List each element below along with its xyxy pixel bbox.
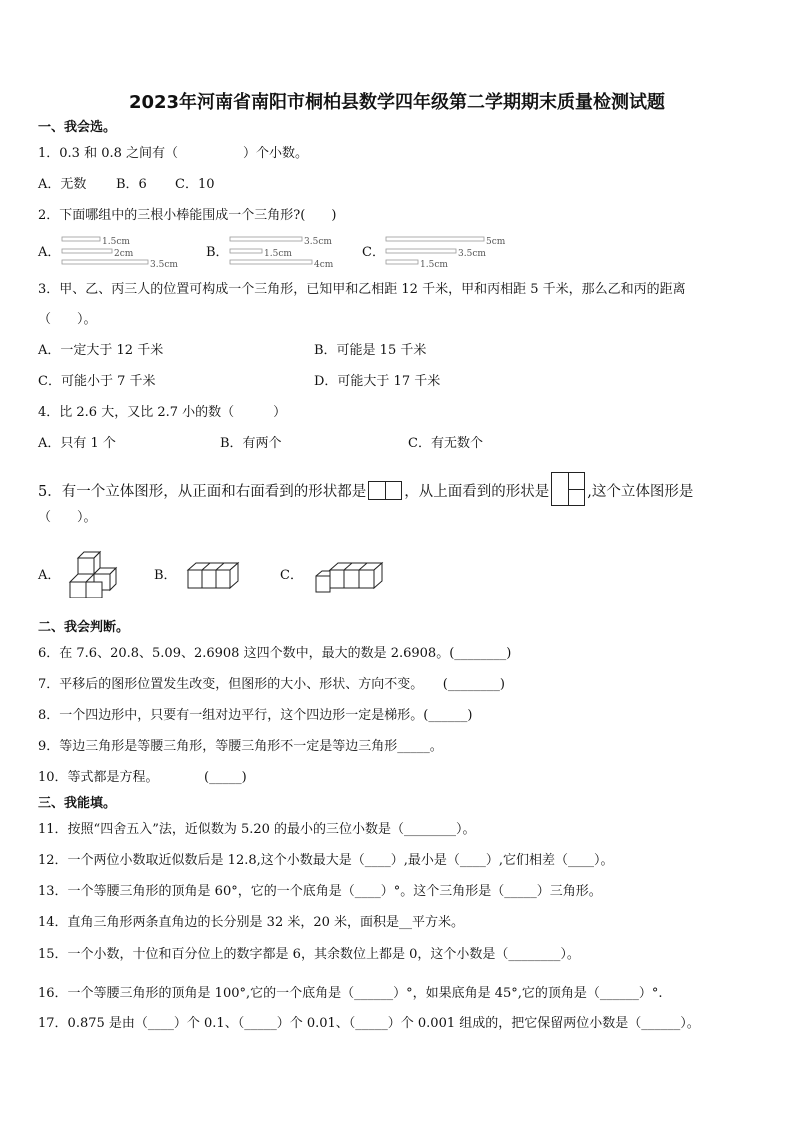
stick-b3 <box>230 260 312 264</box>
section-2-heading: 二、我会判断。 <box>38 620 130 635</box>
q5-text-end: ,这个立体图形是 <box>587 484 694 500</box>
q3-option-d: D．可能大于 17 千米 <box>314 374 441 389</box>
q5-text-top: ，从上面看到的形状是 <box>404 484 550 500</box>
q2-option-a: A． <box>38 245 61 260</box>
question-3-cont: （ ）。 <box>38 312 97 327</box>
q2-option-b: B． <box>206 245 229 260</box>
stick-a3 <box>62 260 148 264</box>
q3-option-a: A．一定大于 12 千米 <box>38 343 164 358</box>
stick-a1-label: 1.5cm <box>102 237 130 247</box>
question-17: 17．0.875 是由（____）个 0.1、（_____）个 0.01、（_____）个 0.001 组成的，把它保留两位小数是（______）。 <box>38 1016 700 1031</box>
q4-option-b: B．有两个 <box>220 436 282 451</box>
stick-a2-label: 2cm <box>114 249 134 259</box>
stick-b1 <box>230 237 302 241</box>
question-13: 13．一个等腰三角形的顶角是 60°，它的一个底角是（____）°。这个三角形是（_____）三角形。 <box>38 884 602 899</box>
top-view-shape <box>551 472 585 506</box>
q5-option-a: A． <box>38 568 61 583</box>
q5-figure-b <box>186 560 242 592</box>
question-14: 14．直角三角形两条直角边的长分别是 32 米，20 米，面积是__平方米。 <box>38 915 465 930</box>
question-6: 6．在 7.6、20.8、5.09、2.6908 这四个数中，最大的数是 2.6908。(________) <box>38 646 512 661</box>
front-view-shape <box>368 481 402 500</box>
q1-option-c: C．10 <box>175 177 215 192</box>
q5-figure-c <box>312 560 384 594</box>
q5-text-front: 5．有一个立体图形，从正面和右面看到的形状都是 <box>38 484 367 500</box>
stick-b2-label: 1.5cm <box>264 249 292 259</box>
question-5 <box>38 472 693 506</box>
q2-sticks-b-figure <box>228 234 348 270</box>
q5-figure-a <box>64 546 128 598</box>
stick-a3-label: 3.5cm <box>150 260 178 270</box>
q2-sticks-a-figure <box>60 234 190 270</box>
q2-option-c: C． <box>362 245 385 260</box>
page-title: 2023年河南省南阳市桐柏县数学四年级第二学期期末质量检测试题 <box>128 92 666 113</box>
question-3: 3．甲、乙、丙三人的位置可构成一个三角形，已知甲和乙相距 12 千米，甲和丙相距 5 千米，那么乙和丙的距离 <box>38 282 686 297</box>
q2-sticks-c-figure <box>384 234 524 270</box>
stick-b2 <box>230 249 262 253</box>
stick-a2 <box>62 249 112 253</box>
q1-option-b: B．6 <box>116 177 147 192</box>
question-7: 7．平移后的图形位置发生改变，但图形的大小、形状、方向不变。 (________) <box>38 677 505 692</box>
question-4: 4．比 2.6 大，又比 2.7 小的数（ ） <box>38 405 287 420</box>
question-10: 10．等式都是方程。 (_____) <box>38 770 247 785</box>
q3-option-c: C．可能小于 7 千米 <box>38 374 156 389</box>
question-5-cont: （ ）。 <box>38 510 97 525</box>
stick-c3-label: 1.5cm <box>420 260 448 270</box>
q4-option-a: A．只有 1 个 <box>38 436 116 451</box>
q5-option-b: B． <box>154 568 177 583</box>
question-12: 12．一个两位小数取近似数后是 12.8,这个小数最大是（____）,最小是（____）,它们相差（____）。 <box>38 853 614 868</box>
stick-c1 <box>386 237 484 241</box>
stick-c3 <box>386 260 418 264</box>
stick-b1-label: 3.5cm <box>304 237 332 247</box>
question-2: 2．下面哪组中的三根小棒能围成一个三角形?( ) <box>38 208 337 223</box>
stick-a1 <box>62 237 100 241</box>
q3-option-b: B．可能是 15 千米 <box>314 343 427 358</box>
q1-option-a: A．无数 <box>38 177 87 192</box>
question-9: 9．等边三角形是等腰三角形，等腰三角形不一定是等边三角形_____。 <box>38 739 443 754</box>
q4-option-c: C．有无数个 <box>408 436 483 451</box>
section-1-heading: 一、我会选。 <box>38 120 117 135</box>
section-3-heading: 三、我能填。 <box>38 796 117 811</box>
question-11: 11．按照“四舍五入”法，近似数为 5.20 的最小的三位小数是（________）。 <box>38 822 476 837</box>
question-16: 16．一个等腰三角形的顶角是 100°,它的一个底角是（______）°，如果底角是 45°,它的顶角是（______）°. <box>38 986 663 1001</box>
question-15: 15．一个小数，十位和百分位上的数字都是 6，其余数位上都是 0，这个小数是（________）。 <box>38 947 580 962</box>
q5-option-c: C． <box>280 568 303 583</box>
stick-c2-label: 3.5cm <box>458 249 486 259</box>
question-1: 1．0.3 和 0.8 之间有（ ）个小数。 <box>38 146 309 161</box>
stick-b3-label: 4cm <box>314 260 334 270</box>
stick-c1-label: 5cm <box>486 237 506 247</box>
question-8: 8．一个四边形中，只要有一组对边平行，这个四边形一定是梯形。(______) <box>38 708 473 723</box>
stick-c2 <box>386 249 456 253</box>
